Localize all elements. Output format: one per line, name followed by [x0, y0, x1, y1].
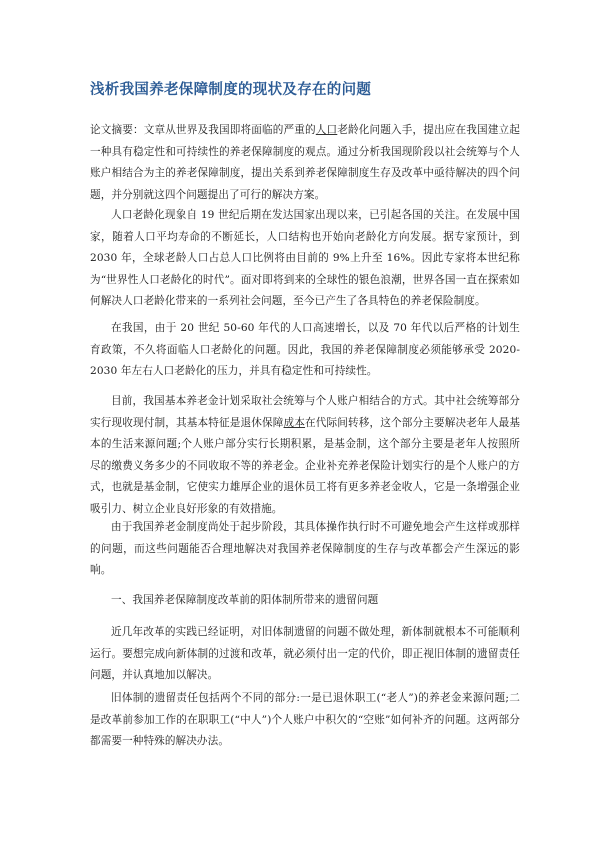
population-link[interactable]: 人口 — [315, 124, 338, 136]
page-title: 浅析我国养老保障制度的现状及存在的问题 — [90, 82, 372, 98]
abstract-text-start: 论文摘要：文章从世界及我国即将面临的严重的 — [90, 124, 316, 136]
cost-link[interactable]: 成本 — [283, 416, 306, 429]
paragraph-current-pension-plan — [90, 391, 520, 520]
abstract-text-end: 老龄化问题入手，提出应在我国建立起一种具有稳定性和可持续性的养老保障制度的观点。通过分析我国现阶段以社会统筹与个人账户相结合为主的养老保障制度，提出关系到养老保障制度生存及改革中亟待解决的四个问题，并分别就这四个问题提出了可行的解决方案。 — [90, 124, 521, 201]
paragraph-china-aging: 在我国，由于 20 世纪 50-60 年代的人口高速增长，以及 70 年代以后严格的计划生育政策，不久将面临人口老龄化的问题。因此，我国的养老保障制度必须能够承受 2020-2030 年左右人口老龄化的压力，并具有稳定性和可持续性。 — [90, 322, 520, 377]
paragraph-reform-practice: 近几年改革的实践已经证明，对旧体制遗留的问题不做处理，新体制就根本不可能顺利运行。要想完成向新体制的过渡和改革，就必须付出一定的代价，即正视旧体制的遗留责任问题，并认真地加以解决。 — [90, 626, 520, 681]
section-heading-1: 一、我国养老保障制度改革前的阳体制所带来的遗留问题 — [111, 594, 379, 606]
current-plan-text-start: 目前，我国基本养老金计划采取社会统筹与个人账户相结合的方式。其中社会统筹部分实行现收现付制，其基本特征是退休保障 — [90, 395, 520, 429]
abstract-paragraph — [90, 120, 520, 206]
current-plan-text-end: 在代际间转移，这个部分主要解决老年人最基本的生活来源问题;个人账户部分实行长期积累，是基金制，这个部分主要是老年人按照所尽的缴费义务多少的不同收取不等的养老金。企业补充养老保险计划实行的是个人账户的方式，也就是基金制，它使实力雄厚企业的退休员工将有更多养老金收人，它是一条增强企业吸引力、树立企业良好形象的有效措施。 — [90, 416, 521, 515]
paragraph-aging-phenomenon: 人口老龄化现象自 19 世纪后期在发达国家出现以来，已引起各国的关注。在发展中国家，随着人口平均寿命的不断延长，人口结构也开始向老龄化方向发展。据专家预计，到 2030 年，全球老龄人口占总人口比例将由目前的 9%上升至 16%。因此专家将本世纪称为“世界性人口老龄化的时代”。面对即将到来的全球性的银色浪潮，世界各国一直在探索如何解决人口老龄化带来的一系列社会问题，至今已产生了各具特色的养老保险制度。 — [90, 209, 520, 307]
paragraph-legacy-responsibility: 旧体制的遗留责任包括两个不同的部分:一是已退休职工(“老人”)的养老金来源问题;二是改革前参加工作的在职职工(“中人”)个人账户中积欠的“空账”如何补齐的问题。这两部分都需要一种特殊的解决办法。 — [90, 692, 520, 747]
paragraph-early-stage-problems: 由于我国养老金制度尚处于起步阶段，其具体操作执行时不可避免地会产生这样或那样的问题，而这些问题能否合理地解决对我国养老保障制度的生存与改革都会产生深远的影响。 — [90, 521, 520, 576]
